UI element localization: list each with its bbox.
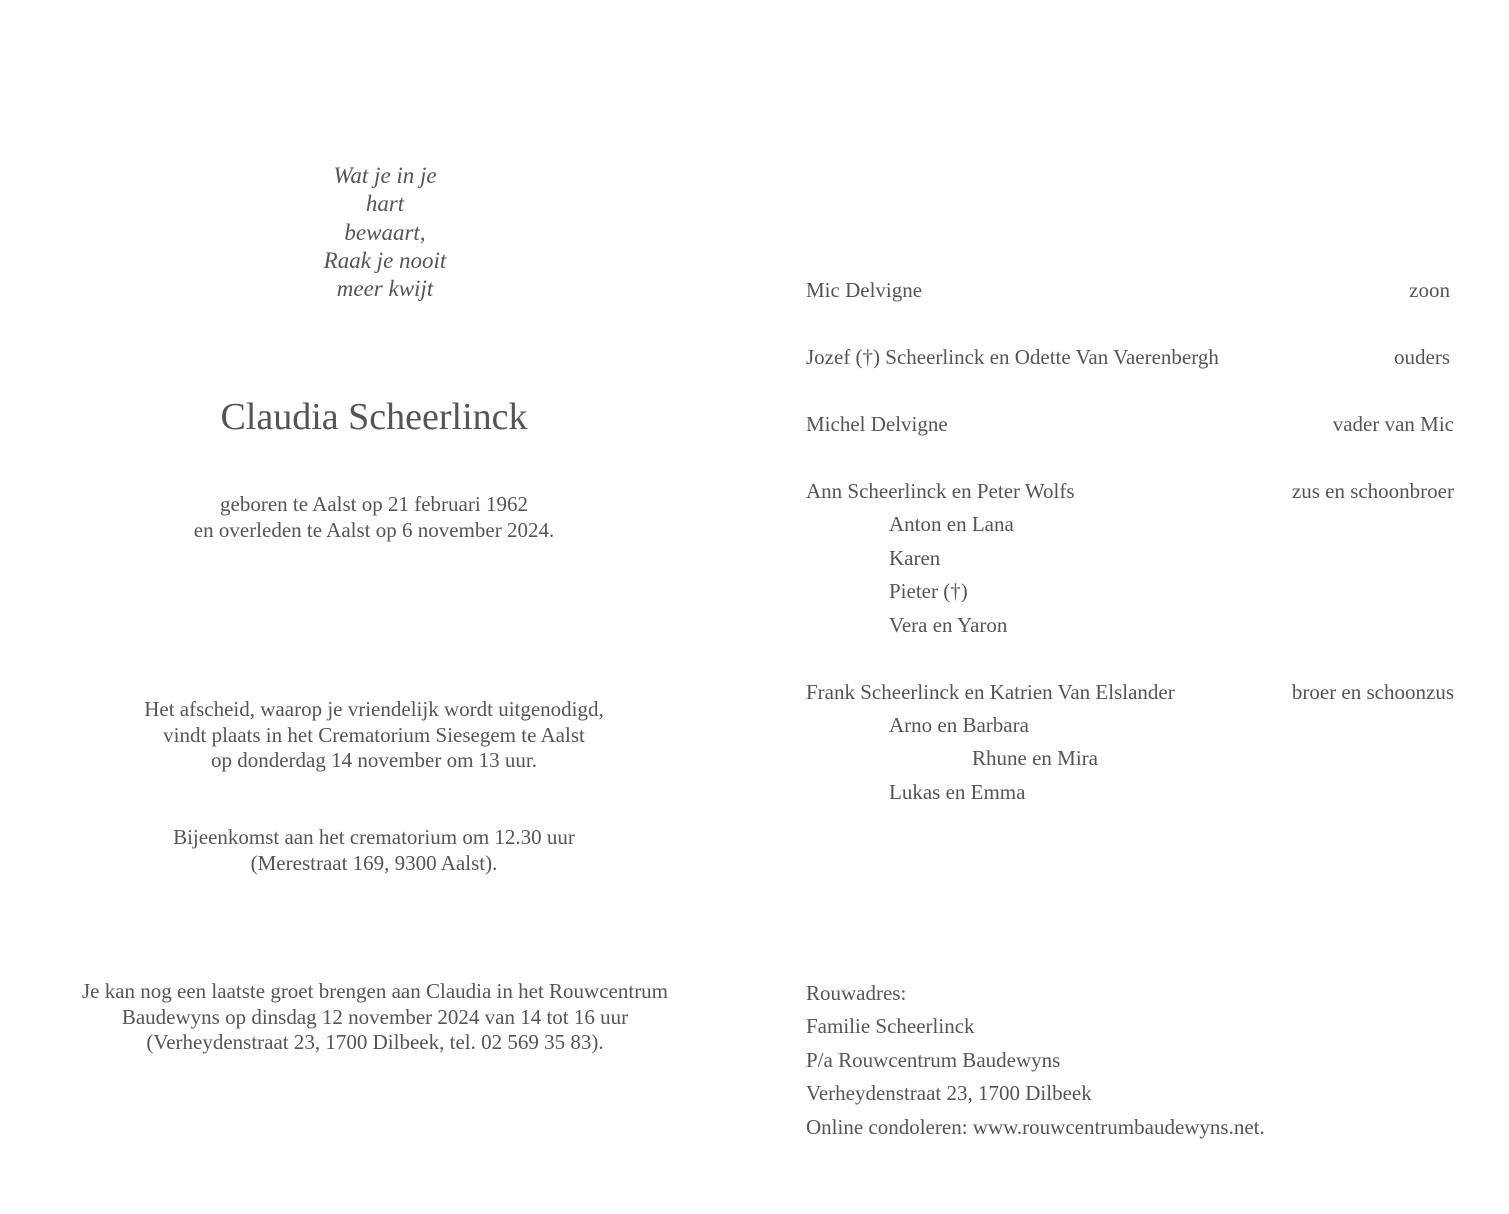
- family-child: Arno en Barbara: [889, 713, 1029, 737]
- birth-death-dates: [74, 492, 674, 543]
- dates-line: geboren te Aalst op 21 februari 1962: [220, 492, 528, 516]
- poem-line: bewaart,: [344, 219, 426, 245]
- dates-line: en overleden te Aalst op 6 november 2024.: [193, 517, 555, 542]
- family-row-sister: [806, 476, 1454, 506]
- gathering-line: (Merestraat 169, 9300 Aalst).: [250, 850, 498, 875]
- farewell-info: [74, 697, 674, 774]
- family-child: Anton en Lana: [889, 512, 1014, 536]
- family-row-son: [806, 275, 1454, 305]
- farewell-line: Het afscheid, waarop je vriendelijk wordt uitgenodigd,: [144, 697, 604, 721]
- gathering-line: Bijeenkomst aan het crematorium om 12.30 uur: [173, 825, 575, 849]
- address-line: Verheydenstraat 23, 1700 Dilbeek: [806, 1081, 1092, 1106]
- family-relation: broer en schoonzus: [1291, 680, 1454, 704]
- poem-line: meer kwijt: [336, 276, 434, 302]
- family-child: Pieter (†): [889, 579, 968, 603]
- family-names: Ann Scheerlinck en Peter Wolfs: [806, 479, 1075, 503]
- family-relation: vader van Mic: [1332, 412, 1454, 436]
- gathering-info: [74, 825, 674, 876]
- family-names: Frank Scheerlinck en Katrien Van Elslander: [806, 680, 1175, 704]
- visit-info: [20, 979, 730, 1056]
- visit-line: Baudewyns op dinsdag 12 november 2024 van 14 tot 16 uur: [121, 1004, 629, 1029]
- address-label: Rouwadres:: [806, 981, 907, 1005]
- family-names: Jozef (†) Scheerlinck en Odette Van Vaerenbergh: [806, 345, 1219, 369]
- visit-line: Je kan nog een laatste groet brengen aan Claudia in het Rouwcentrum: [81, 979, 669, 1003]
- family-names: Michel Delvigne: [806, 412, 948, 436]
- family-row-father-of-son: [806, 409, 1454, 439]
- condolence-link[interactable]: Online condoleren: www.rouwcentrumbaudewyns.net.: [806, 1114, 1265, 1139]
- deceased-name: Claudia Scheerlinck: [220, 396, 528, 438]
- family-row-brother: [806, 677, 1454, 707]
- poem-line: Wat je in je: [333, 163, 437, 188]
- family-grandchild: Rhune en Mira: [972, 746, 1098, 770]
- address-line: Familie Scheerlinck: [806, 1014, 975, 1039]
- farewell-line: op donderdag 14 november om 13 uur.: [210, 748, 538, 772]
- family-child: Lukas en Emma: [889, 780, 1026, 804]
- family-relation: ouders: [1394, 345, 1450, 369]
- mourning-address: [806, 977, 1265, 1144]
- farewell-line: vindt plaats in het Crematorium Siesegem te Aalst: [163, 722, 585, 747]
- family-relation: zus en schoonbroer: [1291, 479, 1454, 503]
- poem-line: hart: [365, 191, 405, 217]
- poem: [235, 162, 535, 303]
- visit-line: (Verheydenstraat 23, 1700 Dilbeek, tel. 02 569 35 83).: [146, 1030, 604, 1054]
- poem-line: Raak je nooit: [323, 247, 447, 273]
- family-relation: zoon: [1409, 278, 1450, 302]
- family-child: Vera en Yaron: [889, 613, 1008, 637]
- family-names: Mic Delvigne: [806, 278, 923, 302]
- family-child: Karen: [889, 546, 941, 570]
- address-line: P/a Rouwcentrum Baudewyns: [806, 1047, 1061, 1072]
- family-row-parents: [806, 342, 1454, 372]
